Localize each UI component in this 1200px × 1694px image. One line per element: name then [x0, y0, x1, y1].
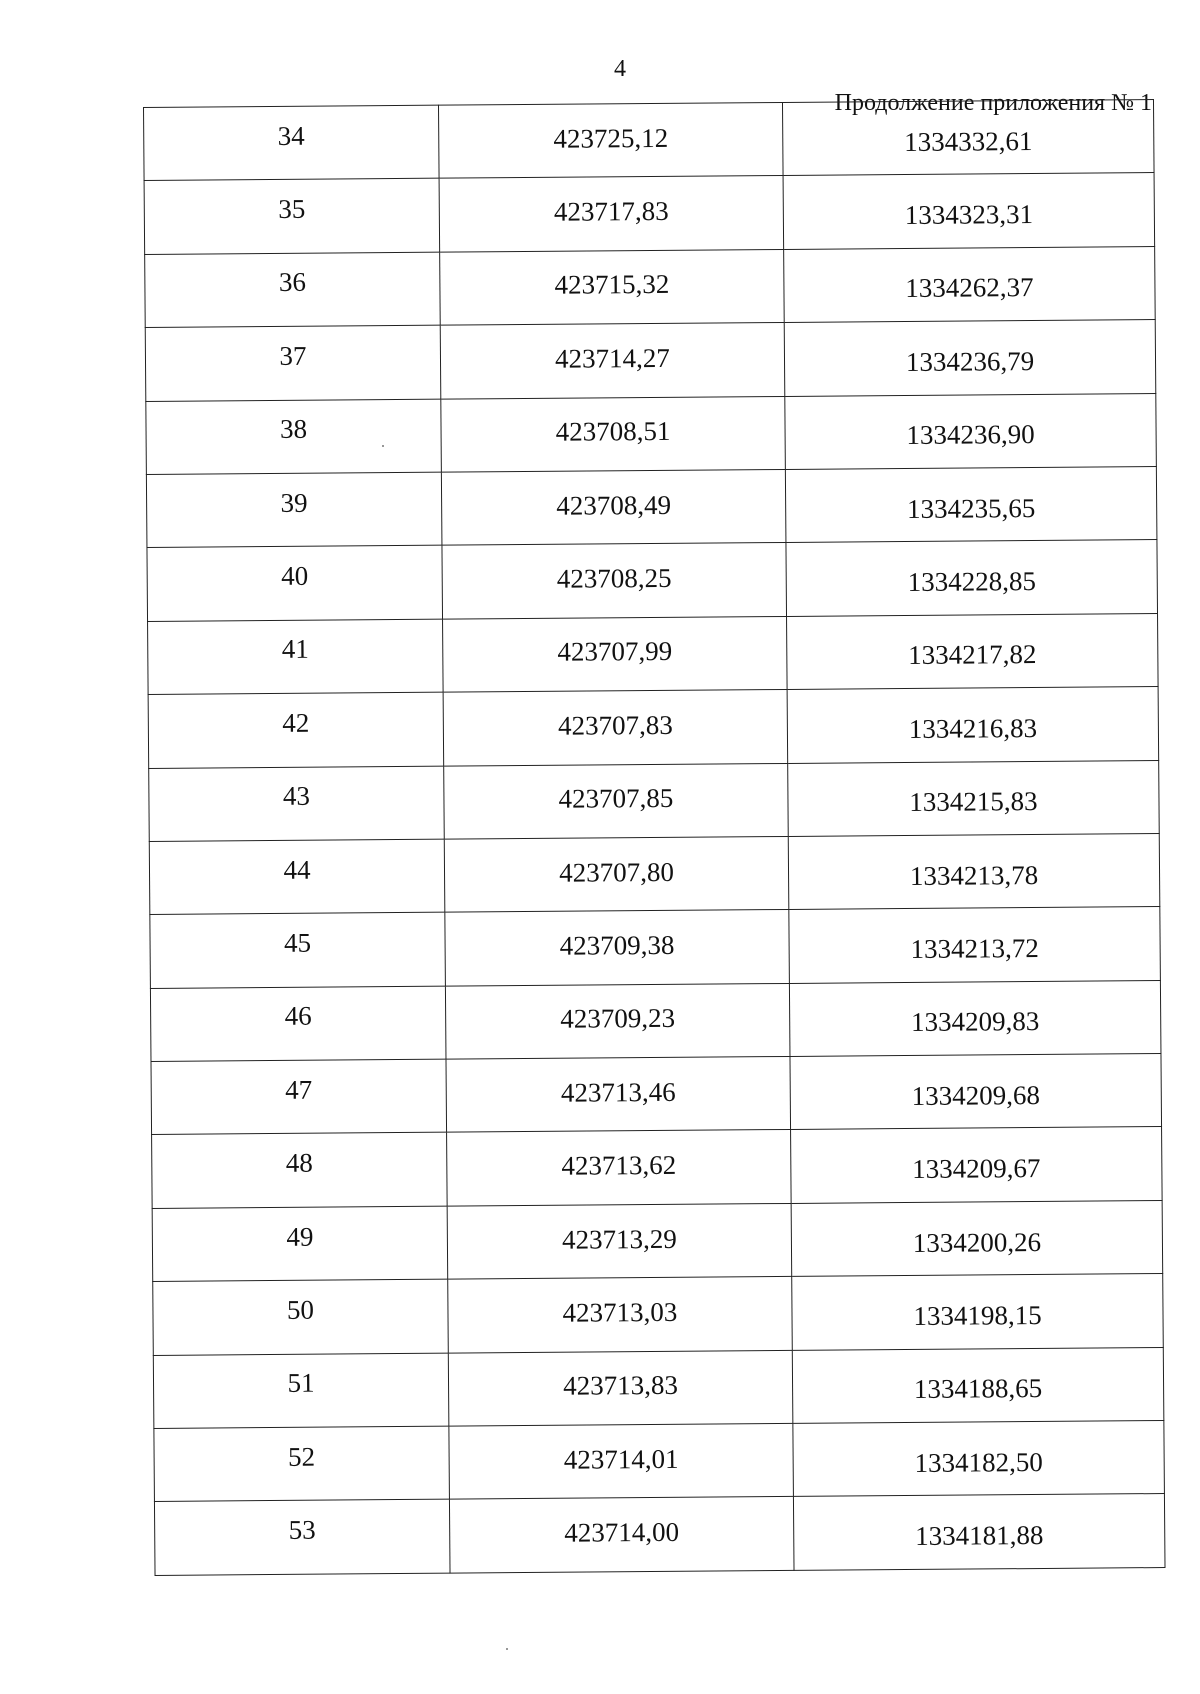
x-coordinate-cell: 423708,49 — [441, 469, 786, 545]
scan-speck — [506, 1648, 508, 1650]
x-coordinate-cell: 423713,62 — [447, 1130, 792, 1206]
table-row — [150, 980, 1161, 1061]
x-coordinate-cell: 423707,99 — [443, 616, 788, 692]
x-coordinate-cell: 423709,38 — [445, 910, 790, 986]
point-number-cell: 51 — [153, 1353, 449, 1429]
table-row — [150, 907, 1161, 988]
table-row — [148, 613, 1159, 694]
point-number-cell: 49 — [152, 1206, 448, 1282]
point-number-cell: 42 — [148, 692, 444, 768]
y-coordinate-cell: 1334209,83 — [789, 980, 1161, 1056]
point-number-cell: 46 — [150, 986, 446, 1062]
x-coordinate-cell: 423709,23 — [445, 983, 790, 1059]
table-row — [146, 393, 1157, 474]
y-coordinate-cell: 1334209,67 — [791, 1127, 1163, 1203]
y-coordinate-cell: 1334228,85 — [786, 540, 1158, 616]
appendix-continuation-caption: Продолжение приложения № 1 — [834, 90, 1152, 116]
page-number: 4 — [614, 56, 626, 82]
x-coordinate-cell: 423714,01 — [449, 1423, 794, 1499]
point-number-cell: 41 — [148, 619, 444, 695]
x-coordinate-cell: 423714,00 — [449, 1497, 794, 1573]
y-coordinate-cell: 1334200,26 — [791, 1200, 1163, 1276]
table-row — [153, 1347, 1164, 1428]
x-coordinate-cell: 423713,03 — [448, 1277, 793, 1353]
x-coordinate-cell: 423714,27 — [440, 323, 785, 399]
point-number-cell: 39 — [146, 472, 442, 548]
table-row — [153, 1274, 1164, 1355]
table-row — [146, 467, 1157, 548]
point-number-cell: 48 — [152, 1133, 448, 1209]
point-number-cell: 36 — [145, 252, 441, 328]
table-row — [147, 540, 1158, 621]
x-coordinate-cell: 423715,32 — [440, 249, 785, 325]
y-coordinate-cell: 1334262,37 — [784, 246, 1156, 322]
y-coordinate-cell: 1334198,15 — [792, 1274, 1164, 1350]
point-number-cell: 50 — [153, 1279, 449, 1355]
y-coordinate-cell: 1334215,83 — [788, 760, 1160, 836]
y-coordinate-cell: 1334188,65 — [792, 1347, 1164, 1423]
point-number-cell: 37 — [145, 325, 441, 401]
table-row — [149, 833, 1160, 914]
x-coordinate-cell: 423707,85 — [444, 763, 789, 839]
table-row — [145, 320, 1156, 401]
x-coordinate-cell: 423708,51 — [441, 396, 786, 472]
x-coordinate-cell: 423707,80 — [444, 836, 789, 912]
y-coordinate-cell: 1334213,72 — [789, 907, 1161, 983]
point-number-cell: 44 — [149, 839, 445, 915]
y-coordinate-cell: 1334216,83 — [787, 687, 1159, 763]
point-number-cell: 43 — [149, 766, 445, 842]
y-coordinate-cell: 1334182,50 — [793, 1421, 1165, 1497]
x-coordinate-cell: 423725,12 — [438, 102, 783, 178]
y-coordinate-cell: 1334235,65 — [785, 467, 1157, 543]
table-row — [152, 1200, 1163, 1281]
y-coordinate-cell: 1334236,79 — [784, 320, 1156, 396]
y-coordinate-cell: 1334236,90 — [785, 393, 1157, 469]
y-coordinate-cell: 1334209,68 — [790, 1054, 1162, 1130]
table-row — [145, 246, 1156, 327]
y-coordinate-cell: 1334181,88 — [793, 1494, 1165, 1570]
coordinates-table — [143, 99, 1166, 1576]
x-coordinate-cell: 423707,83 — [443, 690, 788, 766]
coordinates-table-body — [144, 100, 1165, 1576]
table-row — [149, 760, 1160, 841]
point-number-cell: 38 — [146, 399, 442, 475]
y-coordinate-cell: 1334217,82 — [787, 613, 1159, 689]
point-number-cell: 35 — [144, 179, 440, 255]
table-row — [152, 1127, 1163, 1208]
point-number-cell: 53 — [154, 1500, 450, 1576]
table-row — [154, 1494, 1165, 1575]
scan-speck — [382, 445, 384, 447]
y-coordinate-cell: 1334213,78 — [788, 833, 1160, 909]
table-row — [154, 1421, 1165, 1502]
x-coordinate-cell: 423713,29 — [447, 1203, 792, 1279]
point-number-cell: 52 — [154, 1426, 450, 1502]
x-coordinate-cell: 423713,83 — [448, 1350, 793, 1426]
x-coordinate-cell: 423713,46 — [446, 1057, 791, 1133]
point-number-cell: 47 — [151, 1059, 447, 1135]
y-coordinate-cell: 1334332,61 — [782, 100, 1154, 176]
point-number-cell: 34 — [144, 105, 440, 181]
y-coordinate-cell: 1334323,31 — [783, 173, 1155, 249]
x-coordinate-cell: 423708,25 — [442, 543, 787, 619]
x-coordinate-cell: 423717,83 — [439, 176, 784, 252]
point-number-cell: 45 — [150, 912, 446, 988]
table-row — [151, 1054, 1162, 1135]
table-row — [144, 173, 1155, 254]
point-number-cell: 40 — [147, 546, 443, 622]
table-row — [148, 687, 1159, 768]
table-row — [144, 100, 1155, 181]
